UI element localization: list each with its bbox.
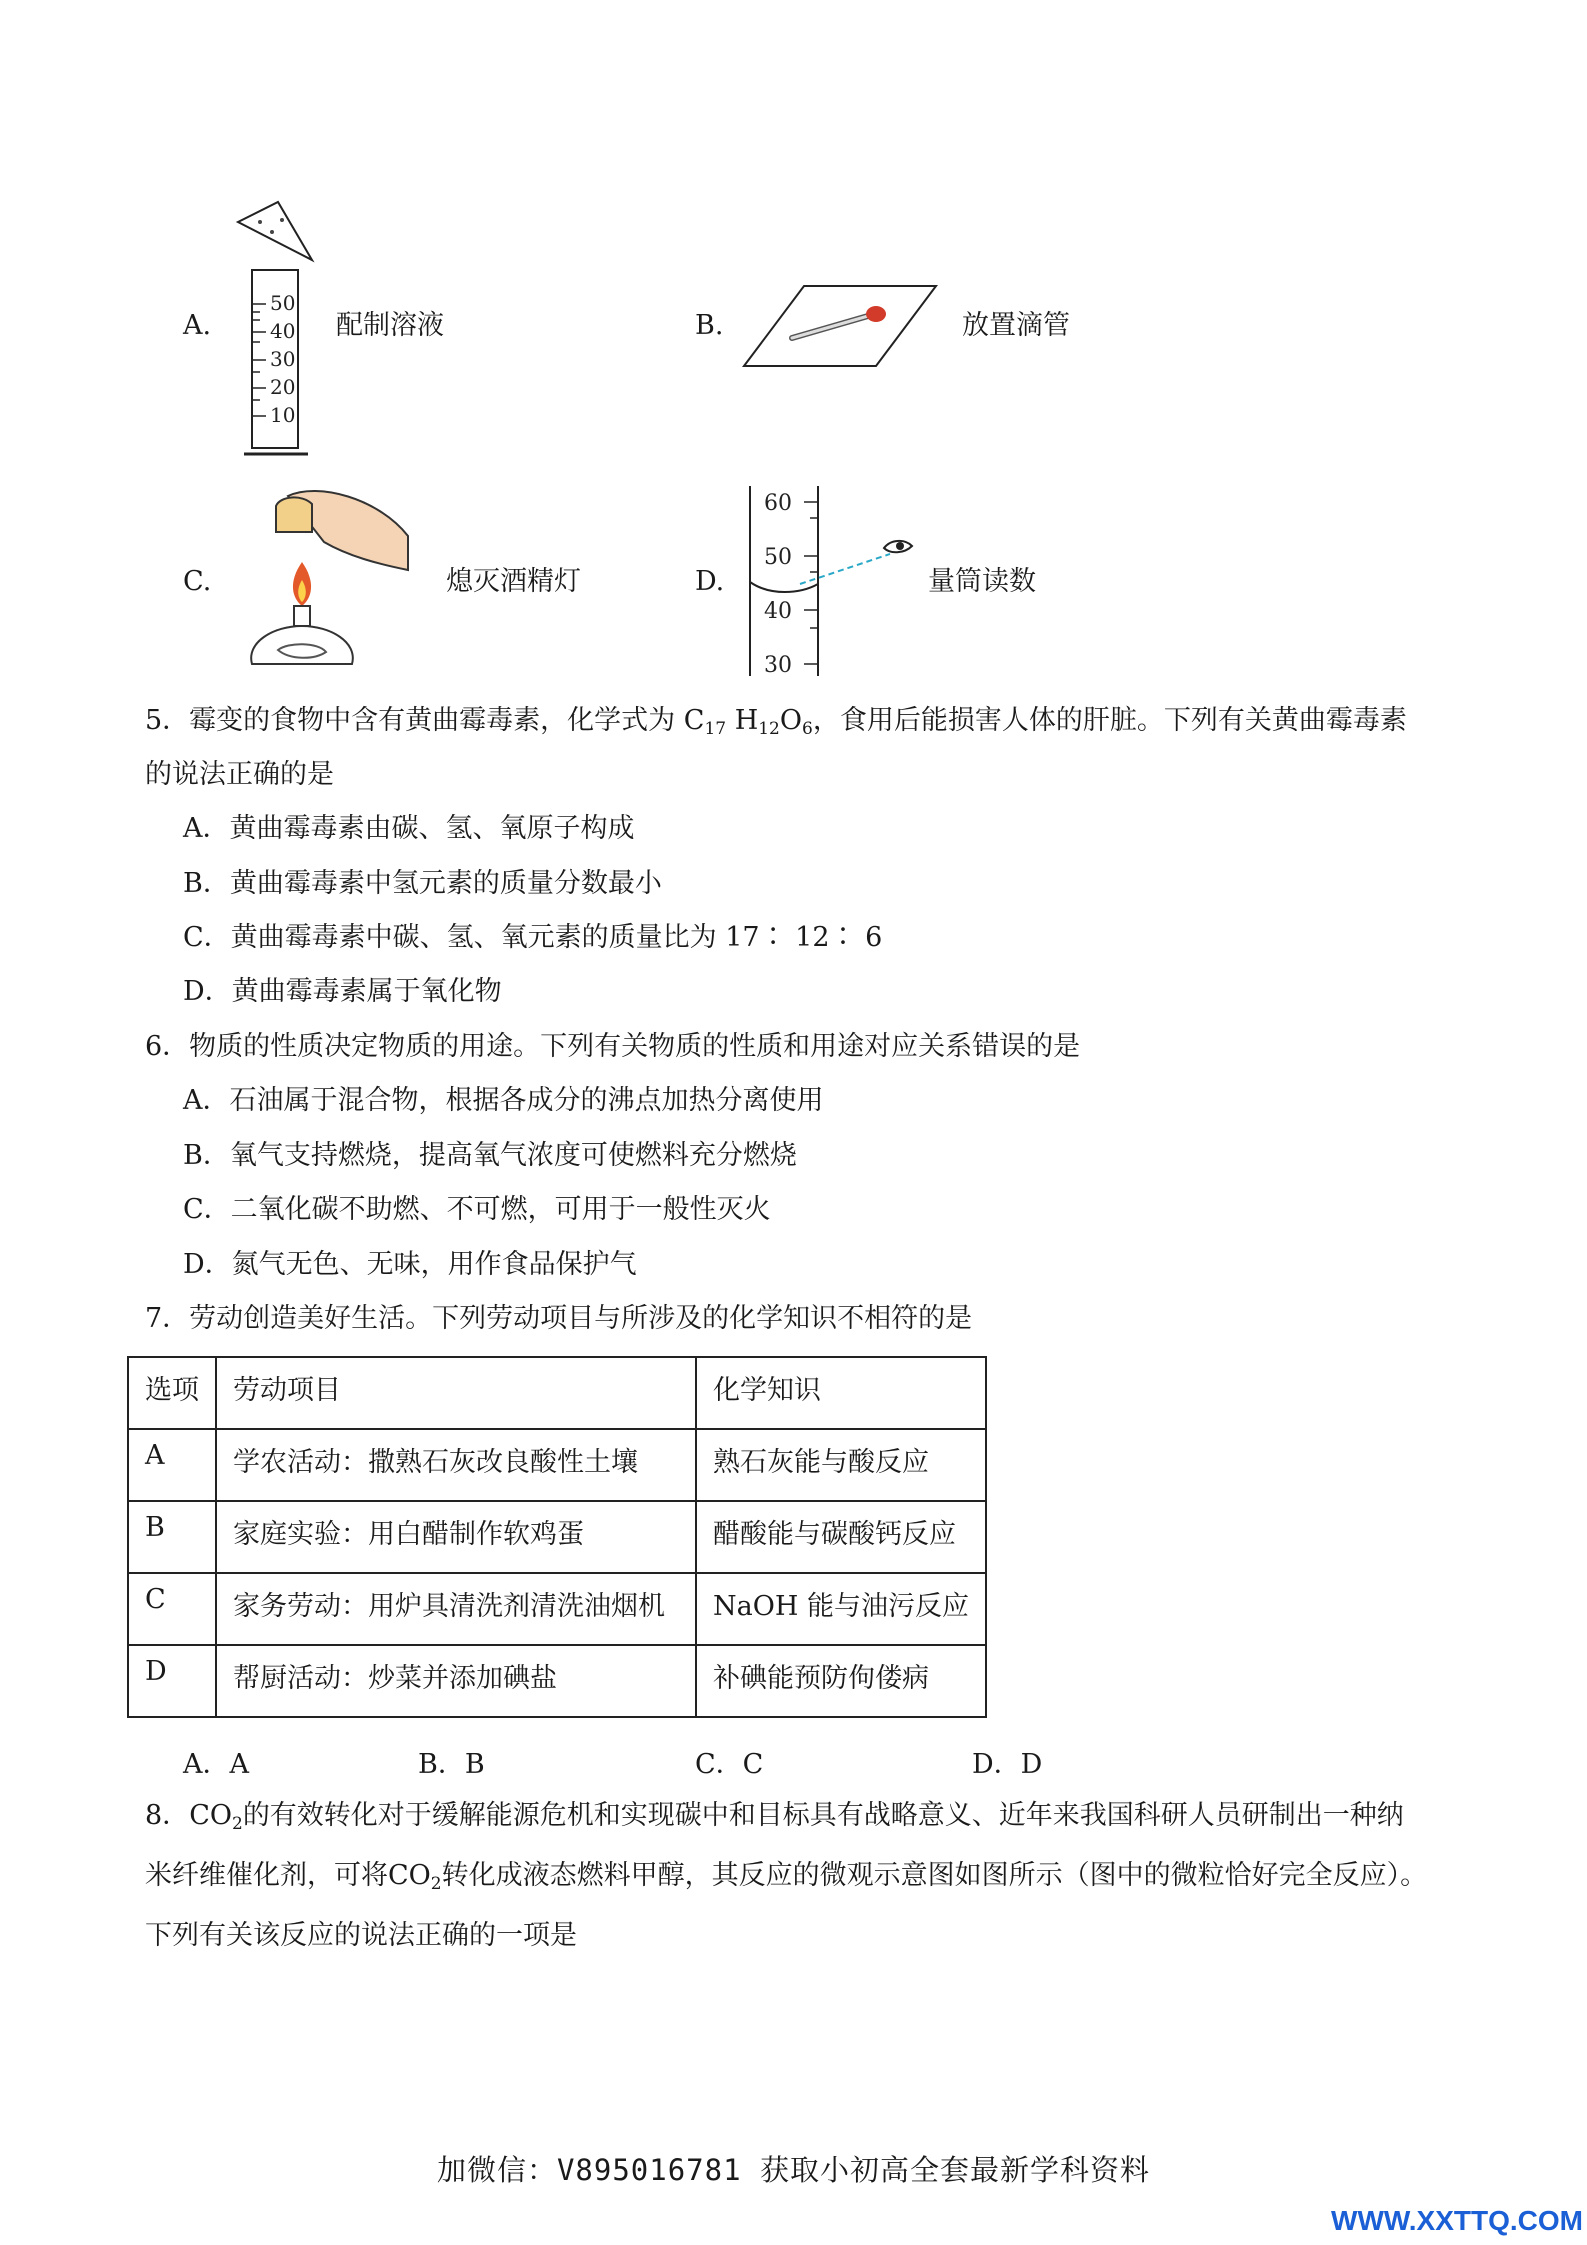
q6-option-b: B．氧气支持燃烧，提高氧气浓度可使燃料充分燃烧 <box>183 1140 797 1171</box>
q7-answer-c: C．C <box>695 1749 764 1780</box>
table-cell: 帮厨活动：炒菜并添加碘盐 <box>216 1645 696 1717</box>
formula-c: C <box>683 705 705 736</box>
table-cell: C <box>128 1573 216 1645</box>
table-cell: A <box>128 1429 216 1501</box>
q7-answer-d: D．D <box>972 1749 1043 1780</box>
q6-option-d: D．氮气无色、无味，用作食品保护气 <box>183 1249 637 1280</box>
q5-stem-start: 5．霉变的食物中含有黄曲霉毒素，化学式为 <box>145 705 676 736</box>
powder-paper-icon <box>238 202 312 260</box>
table-header-cell: 劳动项目 <box>216 1357 696 1429</box>
table-cell: 醋酸能与碳酸钙反应 <box>696 1501 986 1573</box>
reading-tick-label: 50 <box>764 545 792 570</box>
table-header-cell: 选项 <box>128 1357 216 1429</box>
q4-option-c-letter: C. <box>183 566 212 597</box>
q5-option-c: C．黄曲霉毒素中碳、氢、氧元素的质量比为 17∶ 12∶ 6 <box>183 922 883 953</box>
q4-option-d-label: 量筒读数 <box>928 566 1036 597</box>
chemical-formula <box>675 705 813 739</box>
q8-number: 8． <box>145 1800 190 1831</box>
reading-tick-label: 60 <box>764 491 792 516</box>
reading-tick-label: 30 <box>764 653 792 678</box>
table-row <box>128 1573 986 1645</box>
q7-answer-b: B．B <box>418 1749 485 1780</box>
q5-option-b: B．黄曲霉毒素中氢元素的质量分数最小 <box>183 868 662 899</box>
q6-option-c: C．二氧化碳不助燃、不可燃，可用于一般性灭火 <box>183 1194 771 1225</box>
co2-formula: $CO_2$ <box>189 1800 243 1834</box>
q8-line2 <box>145 1858 1427 1894</box>
q4-option-d-letter: D. <box>695 566 725 597</box>
formula-h: H <box>734 705 759 736</box>
alcohol-lamp-figure <box>228 478 418 678</box>
labor-table <box>127 1356 987 1718</box>
q8-line1 <box>145 1798 1404 1834</box>
cylinder-reading-figure <box>740 482 930 682</box>
table-cell: 学农活动：撒熟石灰改良酸性土壤 <box>216 1429 696 1501</box>
table-header-cell: 化学知识 <box>696 1357 986 1429</box>
q8-line2-end: 转化成液态燃料甲醇，其反应的微观示意图如图所示（图中的微粒恰好完全反应）。 <box>441 1860 1428 1891</box>
q5-stem-line2: 的说法正确的是 <box>145 759 334 790</box>
q5-option-a: A．黄曲霉毒素由碳、氢、氧原子构成 <box>183 813 635 844</box>
formula-o-count: 6 <box>802 719 813 739</box>
reading-tick-label: 40 <box>764 599 792 624</box>
table-cell: 家务劳动：用炉具清洗剂清洗油烟机 <box>216 1573 696 1645</box>
q7-stem: 7．劳动创造美好生活。下列劳动项目与所涉及的化学知识不相符的是 <box>145 1303 973 1334</box>
table-cell: 补碘能预防佝偻病 <box>696 1645 986 1717</box>
flame-icon <box>293 562 311 606</box>
q4-option-a-label: 配制溶液 <box>336 310 444 341</box>
q4-option-a-letter: A. <box>183 310 212 341</box>
q8-line2-start: 米纤维催化剂，可将 <box>145 1860 388 1891</box>
formula-c-count: 17 <box>704 719 727 739</box>
q6-stem: 6．物质的性质决定物质的用途。下列有关物质的性质和用途对应关系错误的是 <box>145 1031 1081 1062</box>
q6-option-a: A．石油属于混合物，根据各成分的沸点加热分离使用 <box>183 1085 824 1116</box>
cylinder-tick-label: 50 <box>270 291 296 315</box>
q4-option-b-label: 放置滴管 <box>962 310 1070 341</box>
graduated-cylinder-figure <box>230 192 340 464</box>
table-row <box>128 1501 986 1573</box>
q8-line1-text: 的有效转化对于缓解能源危机和实现碳中和目标具有战略意义、近年来我国科研人员研制出一种纳 <box>242 1800 1404 1831</box>
table-cell: D <box>128 1645 216 1717</box>
table-header-row <box>128 1357 986 1429</box>
q4-option-c-label: 熄灭酒精灯 <box>446 566 581 597</box>
eye-icon <box>884 541 912 552</box>
q8-line3: 下列有关该反应的说法正确的一项是 <box>145 1920 577 1951</box>
lamp-cap-icon <box>276 497 312 532</box>
table-cell: B <box>128 1501 216 1573</box>
table-row <box>128 1429 986 1501</box>
q4-option-b-letter: B. <box>695 310 724 341</box>
table-cell: 熟石灰能与酸反应 <box>696 1429 986 1501</box>
table-cell: NaOH 能与油污反应 <box>696 1573 986 1645</box>
q5-option-d: D．黄曲霉毒素属于氧化物 <box>183 976 502 1007</box>
dropper-on-table-figure <box>740 282 940 370</box>
table-row <box>128 1645 986 1717</box>
cylinder-tick-label: 30 <box>270 347 296 371</box>
q5-stem-end: ，食用后能损害人体的肝脏。下列有关黄曲霉毒素 <box>812 705 1407 736</box>
q7-answer-a: A．A <box>183 1749 249 1780</box>
q5-stem <box>145 703 1407 739</box>
table-cell: 家庭实验：用白醋制作软鸡蛋 <box>216 1501 696 1573</box>
cylinder-tick-label: 40 <box>270 319 296 343</box>
co2-formula: $CO_2$ <box>388 1860 442 1894</box>
lamp-body-icon <box>251 606 353 664</box>
cylinder-tick-label: 20 <box>270 375 296 399</box>
cylinder-tick-label: 10 <box>270 403 296 427</box>
formula-o: O <box>779 705 803 736</box>
footer-promo-text: 加微信：V895016781 获取小初高全套最新学科资料 <box>436 2153 1151 2187</box>
formula-h-count: 12 <box>758 719 780 739</box>
site-watermark: WWW.XXTTQ.COM <box>1331 2205 1583 2236</box>
